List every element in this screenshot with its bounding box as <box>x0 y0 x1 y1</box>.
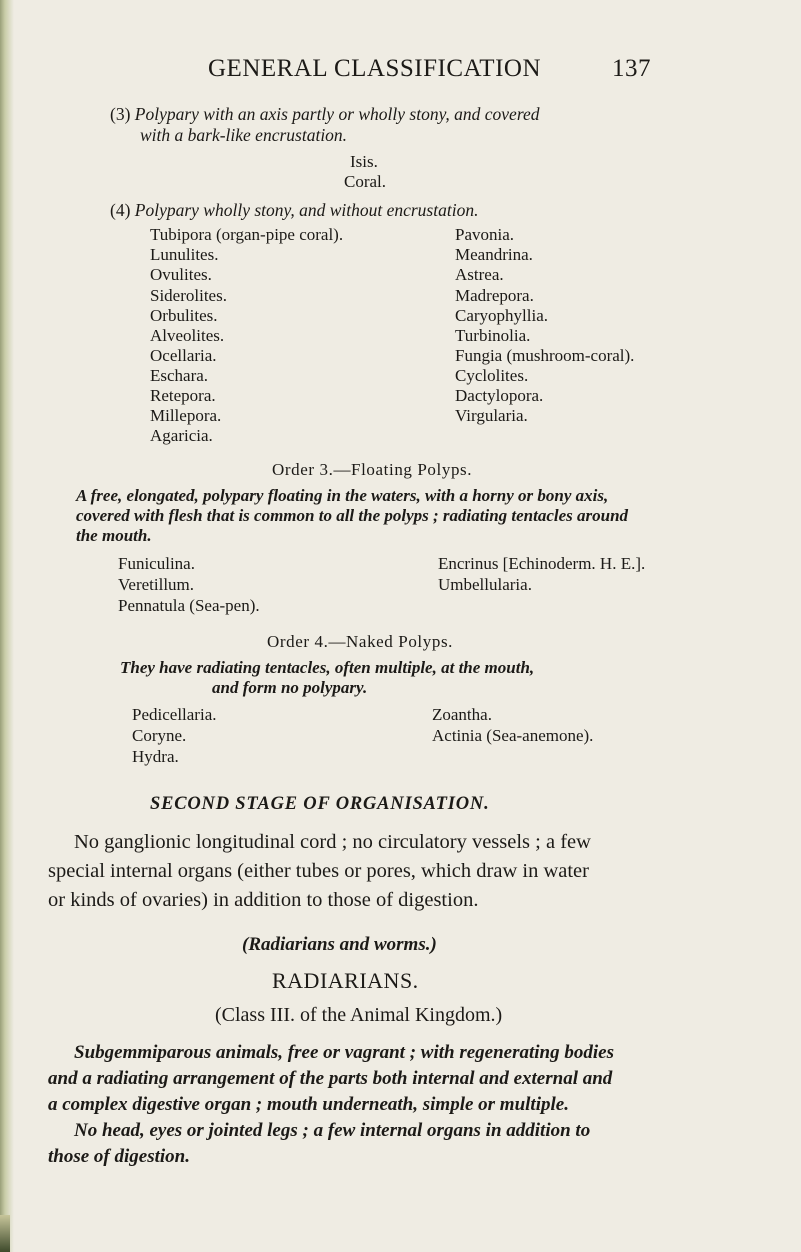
group4-left-item: Millepora. <box>150 406 222 425</box>
group4-right-item: Cyclolites. <box>455 366 529 385</box>
order3-right-item: Umbellularia. <box>438 575 532 594</box>
group3-heading-line1 <box>110 104 540 125</box>
order4-right-item: Zoantha. <box>432 705 492 724</box>
group3-item: Coral. <box>344 172 387 191</box>
radiarians-desc-line4: No head, eyes or jointed legs ; a few internal organs in addition to <box>74 1120 591 1141</box>
order4-right-item: Actinia (Sea-anemone). <box>432 726 594 745</box>
order3-right-item: Encrinus [Echinoderm. H. E.]. <box>438 554 646 573</box>
group4-left-item: Retepora. <box>150 386 216 405</box>
order4-left-item: Hydra. <box>132 747 179 766</box>
group4-heading-text: Polypary wholly stony, and without encrustation. <box>134 200 479 220</box>
group3-item: Isis. <box>350 152 378 171</box>
group4-left-item: Tubipora (organ-pipe coral). <box>150 225 344 244</box>
order3-left-item: Veretillum. <box>118 575 195 594</box>
order4-left-item: Coryne. <box>132 726 187 745</box>
group4-right-item: Virgularia. <box>455 406 528 425</box>
class-title: RADIARIANS. <box>272 968 419 993</box>
group3-number: (3) <box>110 104 131 124</box>
order4-title: Order 4.—Naked Polyps. <box>267 632 454 651</box>
radiarians-desc-line3: a complex digestive organ ; mouth underneath, simple or multiple. <box>48 1094 569 1115</box>
second-stage-sub: (Radiarians and worms.) <box>242 934 437 955</box>
page-binding-edge <box>0 0 14 1252</box>
group4-left-item: Agaricia. <box>150 426 213 445</box>
group4-left-item: Siderolites. <box>150 286 227 305</box>
group4-right-item: Turbinolia. <box>455 326 531 345</box>
group4-heading <box>110 200 478 221</box>
second-stage-para-line1: No ganglionic longitudinal cord ; no circulatory vessels ; a few <box>74 831 591 853</box>
order3-left-item: Pennatula (Sea-pen). <box>118 596 260 615</box>
order4-desc-line1: They have radiating tentacles, often multiple, at the mouth, <box>120 658 535 677</box>
page-number: 137 <box>612 55 651 82</box>
group4-right-item: Caryophyllia. <box>455 306 549 325</box>
group4-left-item: Ovulites. <box>150 265 212 284</box>
order4-desc-line2: and form no polypary. <box>212 678 368 697</box>
radiarians-desc-line2: and a radiating arrangement of the parts both internal and external and <box>48 1068 613 1089</box>
group4-right-item: Madrepora. <box>455 286 534 305</box>
group4-left-item: Eschara. <box>150 366 209 385</box>
order3-desc-line3: the mouth. <box>76 526 152 545</box>
group4-number: (4) <box>110 200 131 220</box>
group4-right-item: Pavonia. <box>455 225 515 244</box>
group3-heading-line2: with a bark-like encrustation. <box>140 125 348 145</box>
order3-title: Order 3.—Floating Polyps. <box>272 460 473 479</box>
order3-desc-line2: covered with flesh that is common to all the polyps ; radiating tentacles around <box>76 506 629 525</box>
order4-left-item: Pedicellaria. <box>132 705 217 724</box>
page-binding-shadow <box>0 1215 10 1252</box>
group4-left-item: Ocellaria. <box>150 346 217 365</box>
group4-right-item: Meandrina. <box>455 245 533 264</box>
second-stage-heading: SECOND STAGE OF ORGANISATION. <box>150 794 490 814</box>
second-stage-para-line3: or kinds of ovaries) in addition to those of digestion. <box>48 889 479 911</box>
group3-heading-text: Polypary with an axis partly or wholly stony, and covered <box>134 104 540 124</box>
group4-right-item: Astrea. <box>455 265 504 284</box>
group4-left-item: Lunulites. <box>150 245 219 264</box>
group4-left-item: Orbulites. <box>150 306 218 325</box>
order3-left-item: Funiculina. <box>118 554 195 573</box>
second-stage-para-line2: special internal organs (either tubes or pores, which draw in water <box>48 860 589 882</box>
group4-right-item: Fungia (mushroom-coral). <box>455 346 635 365</box>
radiarians-desc-line5: those of digestion. <box>48 1146 190 1167</box>
class-subtitle: (Class III. of the Animal Kingdom.) <box>215 1004 503 1026</box>
order3-desc-line1: A free, elongated, polypary floating in the waters, with a horny or bony axis, <box>76 486 609 505</box>
group4-right-item: Dactylopora. <box>455 386 544 405</box>
group4-left-item: Alveolites. <box>150 326 225 345</box>
running-header-title: GENERAL CLASSIFICATION <box>208 55 541 82</box>
radiarians-desc-line1: Subgemmiparous animals, free or vagrant ; with regenerating bodies <box>74 1042 614 1063</box>
